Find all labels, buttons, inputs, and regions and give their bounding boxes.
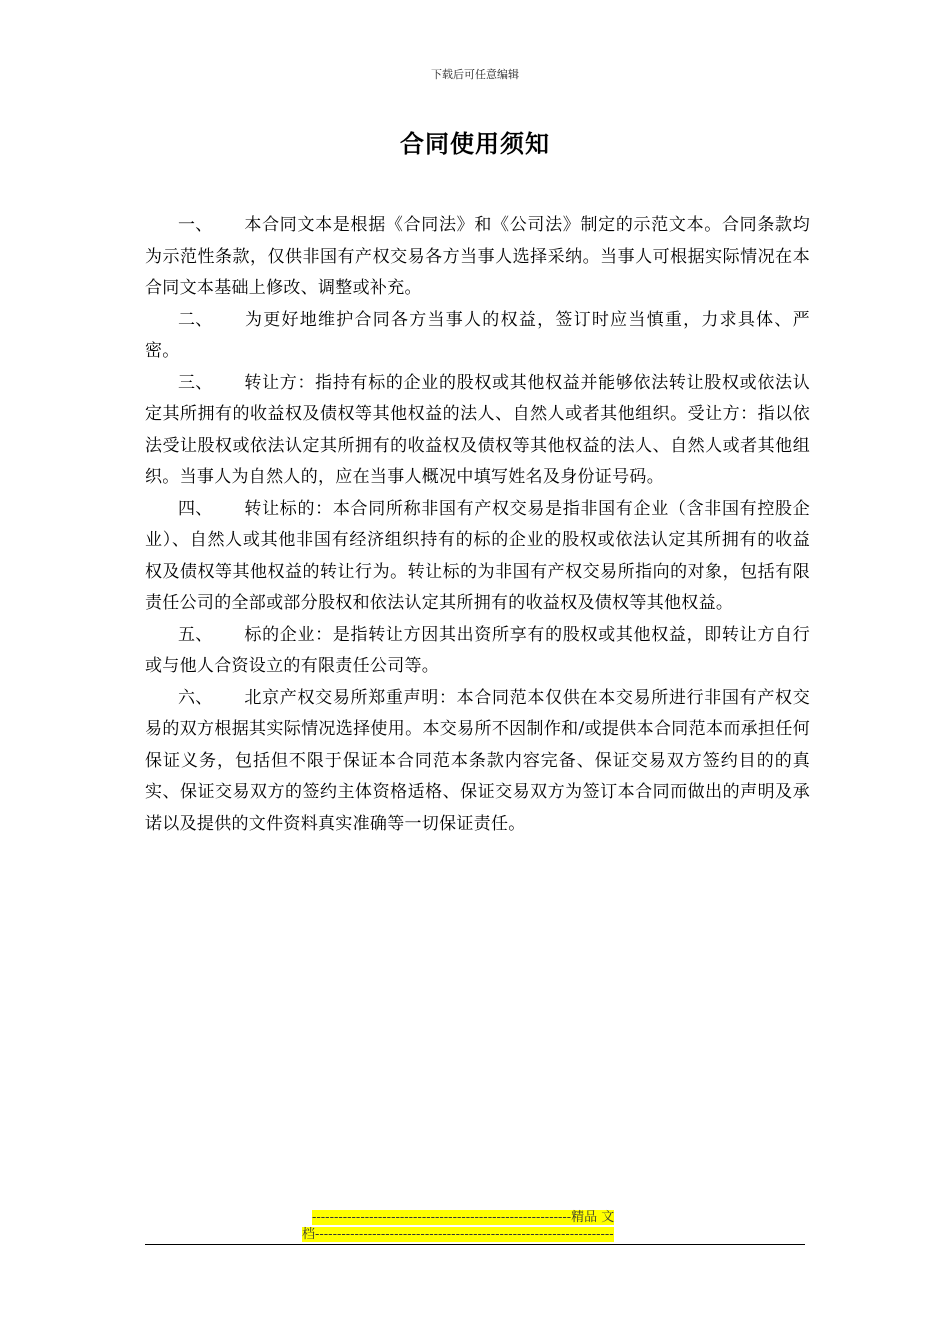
paragraph-number: 六、 bbox=[178, 687, 213, 708]
footer-highlight-line1 bbox=[312, 1210, 662, 1226]
paragraph-text: 转让标的：本合同所称非国有产权交易是指非国有企业（含非国有控股企业）、自然人或其他非国有经济组织持有的标的企业的股权或依法认定其所拥有的收益权及债权等其他权益的转让行为。转让标的为非国有产权交易所指向的对象，包括有限责任公司的全部或部分股权和依法认定其所拥有的收益权及债权等其他权益。 bbox=[145, 498, 810, 613]
paragraph-text: 北京产权交易所郑重声明：本合同范本仅供在本交易所进行非国有产权交易的双方根据其实际情况选择使用。本交易所不因制作和/或提供本合同范本而承担任何保证义务，包括但不限于保证本合同范本条款内容完备、保证交易双方签约目的的真实、保证交易双方的签约主体资格适格、保证交易双方为签订本合同而做出的声明及承诺以及提供的文件资料真实准确等一切保证责任。 bbox=[145, 687, 810, 834]
paragraph-text: 为更好地维护合同各方当事人的权益，签订时应当慎重，力求具体、严密。 bbox=[145, 309, 810, 361]
paragraph-number: 四、 bbox=[178, 498, 213, 519]
paragraph-1 bbox=[145, 210, 810, 305]
footer-divider bbox=[145, 1244, 805, 1245]
page-title: 合同使用须知 bbox=[400, 130, 550, 158]
paragraph-6 bbox=[145, 683, 810, 841]
header-note: 下载后可任意编辑 bbox=[431, 68, 519, 81]
paragraph-text: 本合同文本是根据《合同法》和《公司法》制定的示范文本。合同条款均为示范性条款，仅供非国有产权交易各方当事人选择采纳。当事人可根据实际情况在本合同文本基础上修改、调整或补充。 bbox=[145, 215, 810, 298]
footer-text-1: -----------------------------------------------------------精品 文 bbox=[312, 1210, 615, 1225]
paragraph-4 bbox=[145, 494, 810, 620]
paragraph-2 bbox=[145, 305, 810, 368]
footer-highlight-line2 bbox=[302, 1227, 652, 1243]
document-body bbox=[145, 210, 810, 840]
paragraph-number: 三、 bbox=[178, 372, 213, 393]
paragraph-text: 转让方：指持有标的企业的股权或其他权益并能够依法转让股权或依法认定其所拥有的收益权及债权等其他权益的法人、自然人或者其他组织。受让方：指以依法受让股权或依法认定其所拥有的收益权及债权等其他权益的法人、自然人或者其他组织。当事人为自然人的，应在当事人概况中填写姓名及身份证号码。 bbox=[145, 372, 810, 487]
paragraph-number: 五、 bbox=[178, 624, 213, 645]
paragraph-5 bbox=[145, 620, 810, 683]
paragraph-number: 一、 bbox=[178, 215, 213, 235]
footer-text-2: 档-------------------------------------------------------------------- bbox=[302, 1227, 614, 1242]
paragraph-3 bbox=[145, 368, 810, 494]
paragraph-text: 标的企业：是指转让方因其出资所享有的股权或其他权益，即转让方自行或与他人合资设立的有限责任公司等。 bbox=[145, 624, 810, 676]
paragraph-number: 二、 bbox=[178, 309, 213, 330]
